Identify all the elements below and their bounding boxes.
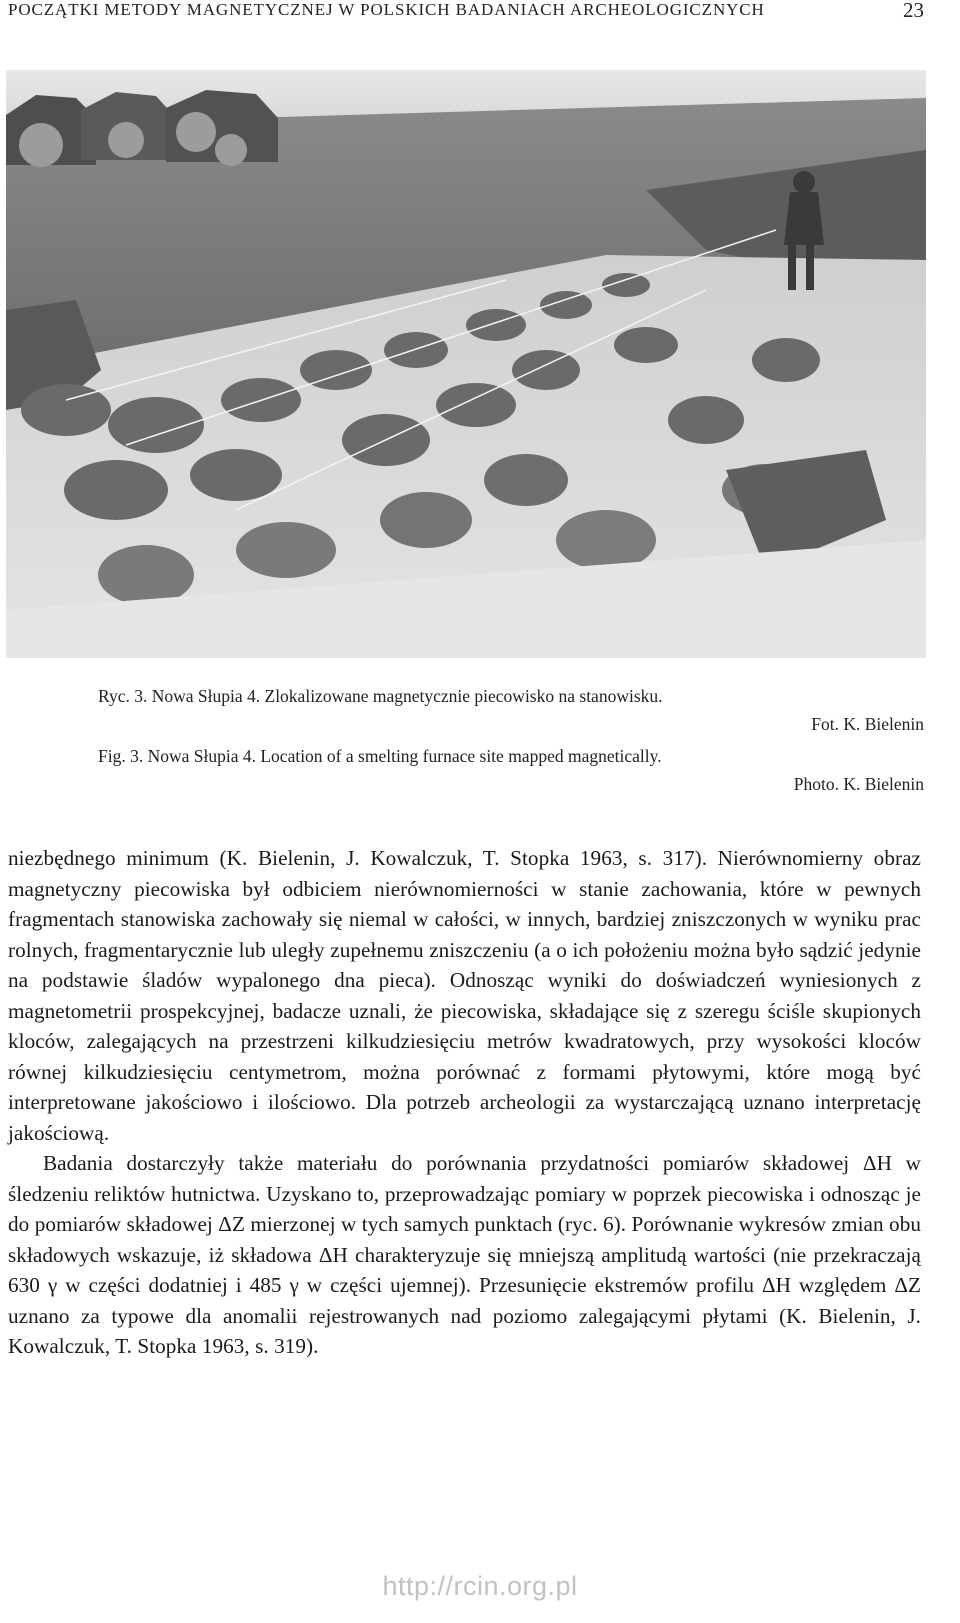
running-title: POCZĄTKI METODY MAGNETYCZNEJ W POLSKICH BADANIACH ARCHEOLOGICZNYCH — [8, 0, 765, 19]
excavation-photo — [6, 70, 926, 658]
paragraph-1: niezbędnego minimum (K. Bielenin, J. Kowalczuk, T. Stopka 1963, s. 317). Nierównomierny obraz magnetyczny piecowiska był odbiciem nierównomierności w stanie zachowania, które w pewnych fragmentach stanowiska zachowały się niemal w całości, w innych, bardziej zniszczonych w wyniku prac rolnych, fragmentarycznie lub uległy zupełnemu zniszczeniu (a o ich położeniu można było sądzić jedynie na podstawie śladów wypalonego dna pieca). Odnosząc wyniki do doświadczeń wyniesionych z magnetometrii prospekcyjnej, badacze uznali, że piecowiska, składające się z szeregu ściśle skupionych kloców, zalegających na przestrzeni kilkudziesięciu metrów kwadratowych, przy wysokości kloców równej kilkudziesięciu centymetrom, można porównać z formami płytowymi, które mogą być interpretowane jakościowo i ilościowo. Dla potrzeb archeologii za wystarczającą uznano interpretację jakościową. — [8, 846, 921, 1145]
photo-credit-pl: Fot. K. Bielenin — [811, 714, 924, 734]
paragraph-2: Badania dostarczyły także materiału do porównania przydatności pomiarów składowej ΔH w śledzeniu reliktów hutnictwa. Uzyskano to, przeprowadzając pomiary w poprzek piecowiska i odnosząc je do pomiarów składowej ΔZ mierzonej w tych samych punktach (ryc. 6). Porównanie wykresów zmian obu składowych wskazuje, iż składowa ΔH charakteryzuje się mniejszą amplitudą wartości (nie przekraczają 630 γ w części dodatniej i 485 γ w części ujemnej). Przesunięcie ekstremów profilu ΔH względem ΔZ uznano za typowe dla anomalii rejestrowanych nad poziomo zalegającymi płytami (K. Bielenin, J. Kowalczuk, T. Stopka 1963, s. 319). — [8, 1151, 921, 1358]
running-head — [8, 0, 924, 30]
photo-credit-en: Photo. K. Bielenin — [793, 774, 924, 794]
figure-caption-en: Fig. 3. Nowa Słupia 4. Location of a smelting furnace site mapped magnetically. — [98, 746, 662, 766]
page-number: 23 — [903, 0, 924, 22]
footer-url: http://rcin.org.pl — [382, 1571, 578, 1601]
body-text — [8, 843, 921, 1362]
figure-caption-pl: Ryc. 3. Nowa Słupia 4. Zlokalizowane magnetycznie piecowisko na stanowisku. — [98, 686, 663, 706]
